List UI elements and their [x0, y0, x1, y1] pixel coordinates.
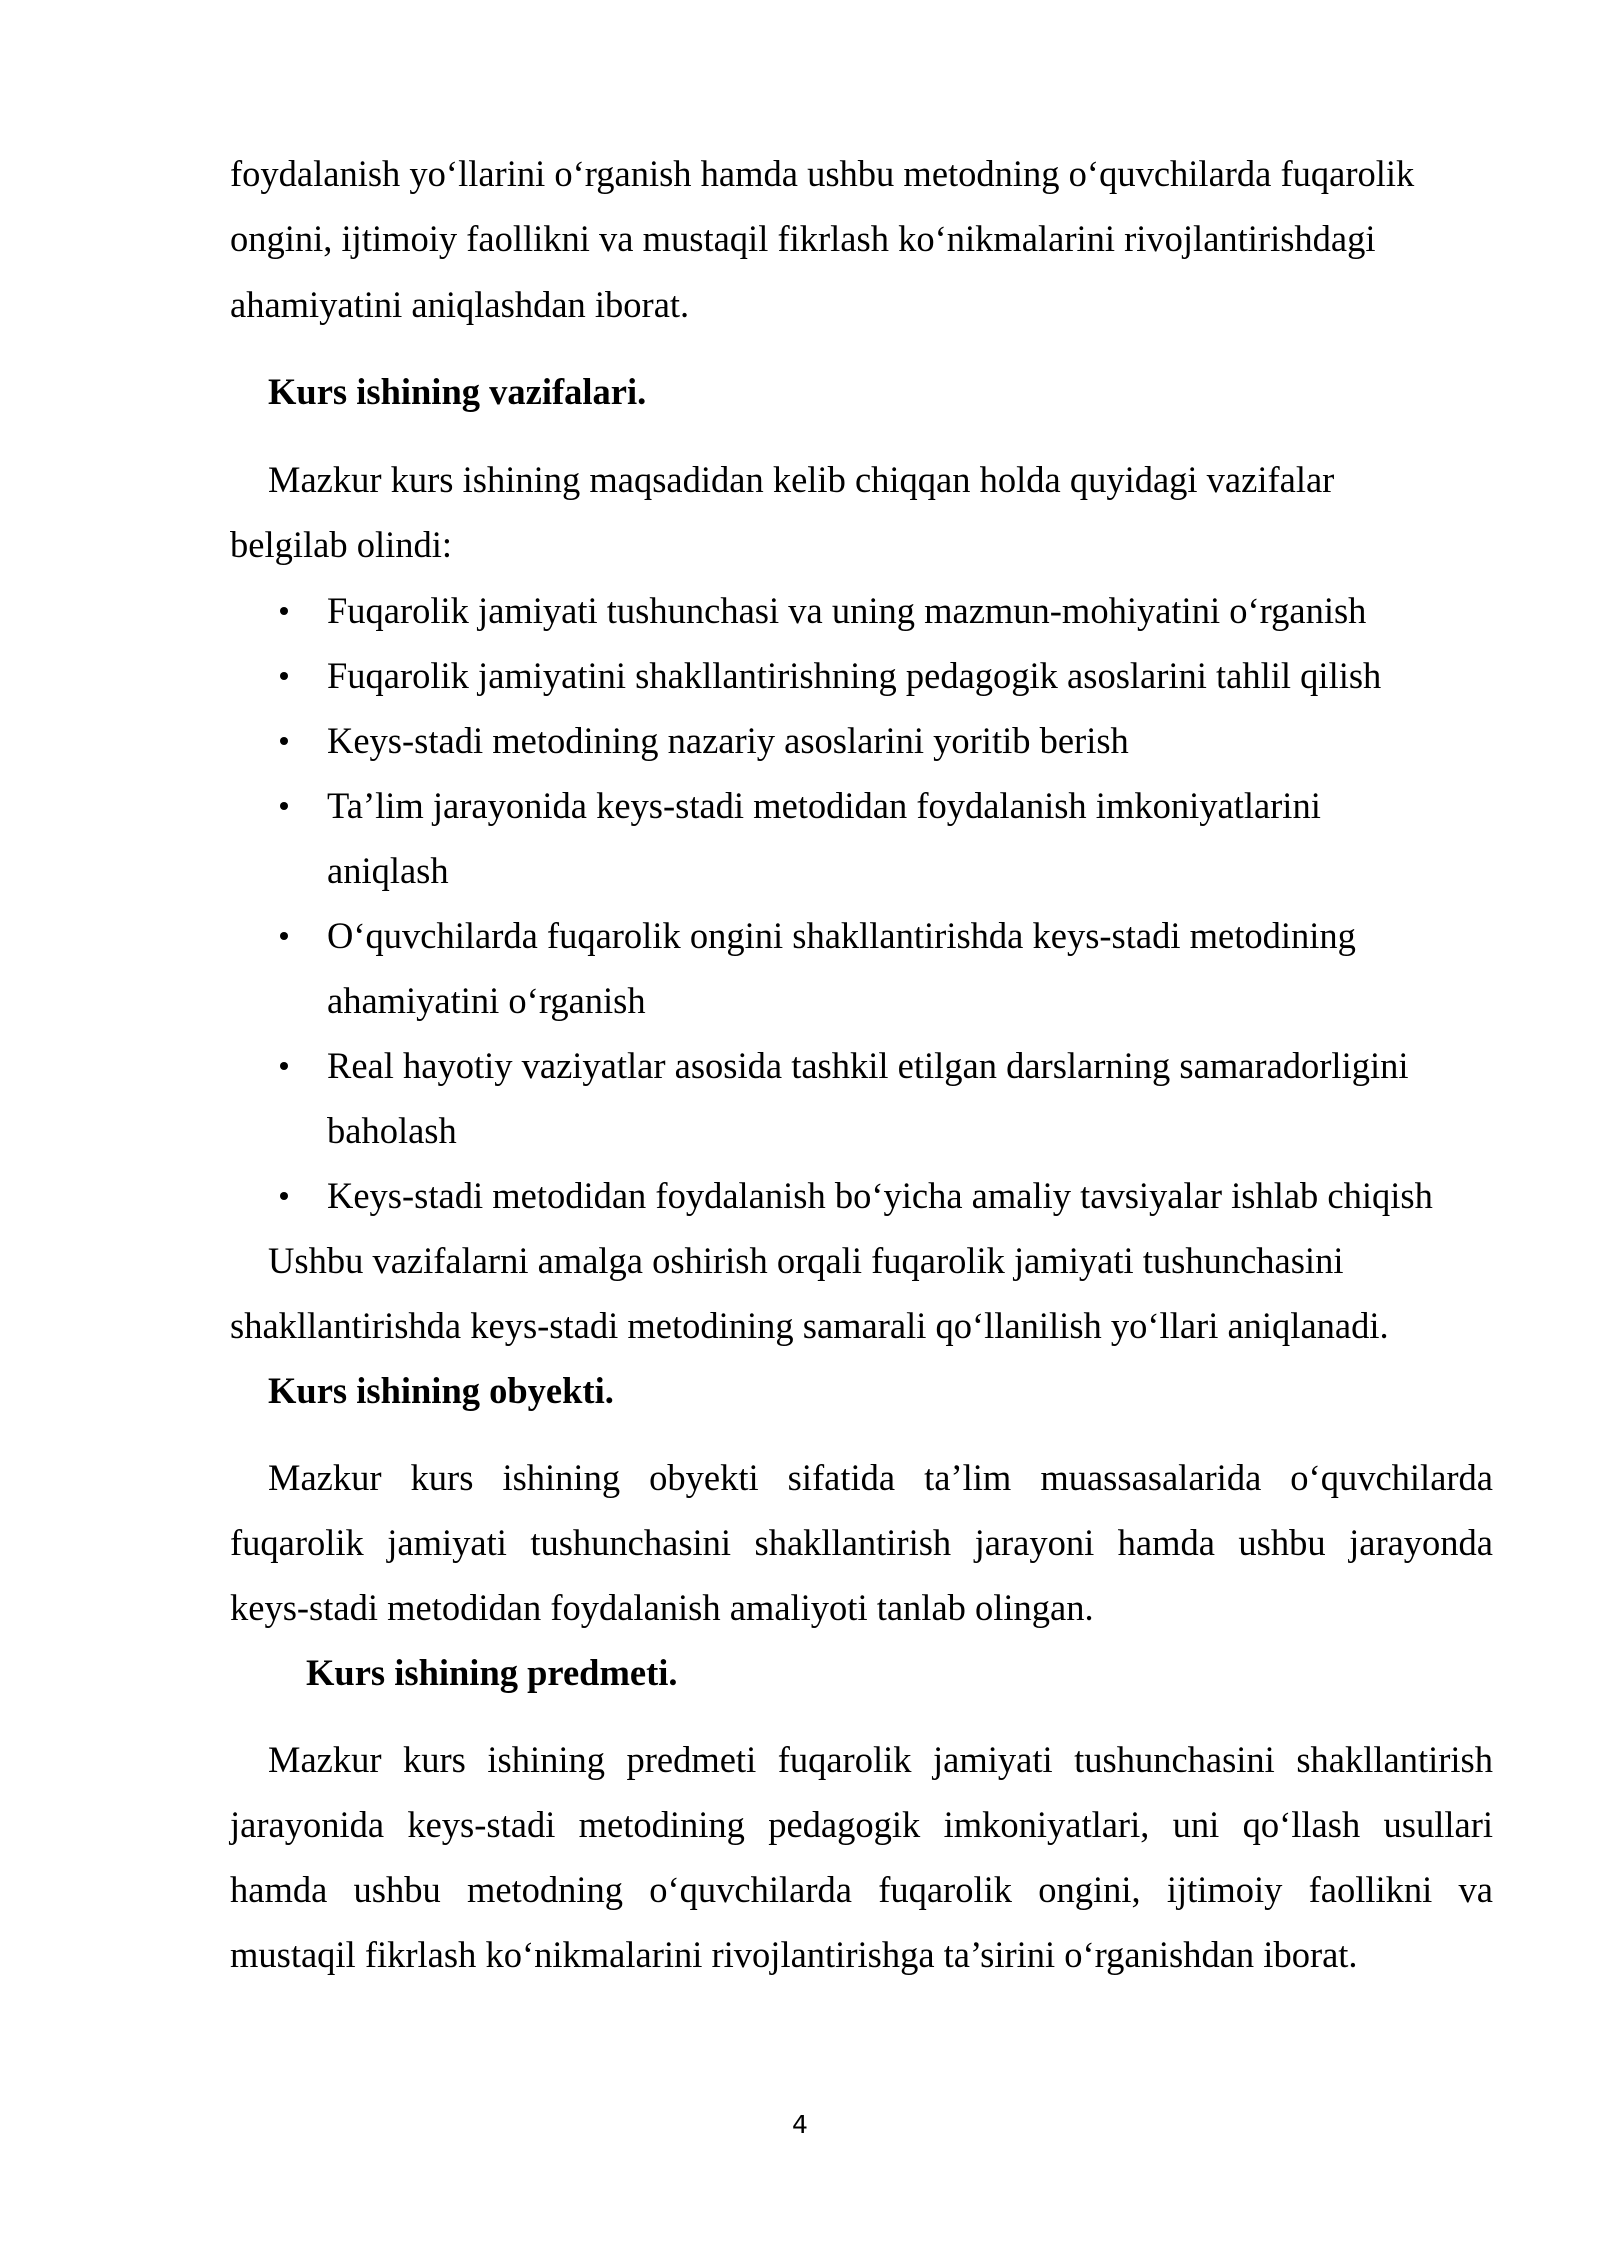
bullet-icon: [280, 737, 288, 745]
bullet-icon: [280, 672, 288, 680]
object-line-2: fuqarolik jamiyati tushunchasini shakllantirish jarayoni hamda ushbu jarayonda: [230, 1522, 1493, 1563]
list-item-text-continued: ahamiyatini o‘rganish: [327, 980, 646, 1021]
bullet-icon: [280, 1192, 288, 1200]
list-item-text: Keys-stadi metodining nazariy asoslarini yoritib berish: [327, 720, 1129, 761]
tasks-closing-line-1: Ushbu vazifalarni amalga oshirish orqali fuqarolik jamiyati tushunchasini: [268, 1240, 1344, 1281]
object-heading: Kurs ishining obyekti.: [268, 1370, 614, 1411]
subject-line-4: mustaqil fikrlash ko‘nikmalarini rivojlantirishga ta’sirini o‘rganishdan iborat.: [230, 1934, 1358, 1975]
bullet-icon: [280, 1062, 288, 1070]
list-item-text-continued: aniqlash: [327, 850, 449, 891]
list-item-text: Ta’lim jarayonida keys-stadi metodidan foydalanish imkoniyatlarini: [327, 785, 1321, 826]
list-item-text-continued: baholash: [327, 1110, 457, 1151]
list-item-text: Fuqarolik jamiyati tushunchasi va uning mazmun-mohiyatini o‘rganish: [327, 590, 1367, 631]
subject-line-3: hamda ushbu metodning o‘quvchilarda fuqarolik ongini, ijtimoiy faollikni va: [230, 1869, 1493, 1910]
intro-line-1: foydalanish yo‘llarini o‘rganish hamda ushbu metodning o‘quvchilarda fuqarolik: [230, 153, 1415, 194]
tasks-lead-line-1: Mazkur kurs ishining maqsadidan kelib chiqqan holda quyidagi vazifalar: [268, 459, 1335, 500]
page-number: 4: [792, 2110, 808, 2139]
intro-line-3: ahamiyatini aniqlashdan iborat.: [230, 284, 690, 325]
list-item-text: Fuqarolik jamiyatini shakllantirishning pedagogik asoslarini tahlil qilish: [327, 655, 1382, 696]
object-line-1: Mazkur kurs ishining obyekti sifatida ta’lim muassasalarida o‘quvchilarda: [268, 1457, 1493, 1498]
subject-heading: Kurs ishining predmeti.: [306, 1652, 678, 1693]
subject-line-1: Mazkur kurs ishining predmeti fuqarolik jamiyati tushunchasini shakllantirish: [268, 1739, 1493, 1780]
subject-line-2: jarayonida keys-stadi metodining pedagogik imkoniyatlari, uni qo‘llash usullari: [230, 1804, 1493, 1845]
list-item-text: O‘quvchilarda fuqarolik ongini shakllantirishda keys-stadi metodining: [327, 915, 1356, 956]
tasks-closing-line-2: shakllantirishda keys-stadi metodining samarali qo‘llanilish yo‘llari aniqlanadi.: [230, 1305, 1389, 1346]
tasks-heading: Kurs ishining vazifalari.: [268, 371, 647, 412]
tasks-lead-line-2: belgilab olindi:: [230, 524, 453, 565]
bullet-icon: [280, 932, 288, 940]
list-item-text: Keys-stadi metodidan foydalanish bo‘yicha amaliy tavsiyalar ishlab chiqish: [327, 1175, 1433, 1216]
list-item-text: Real hayotiy vaziyatlar asosida tashkil etilgan darslarning samaradorligini: [327, 1045, 1409, 1086]
intro-line-2: ongini, ijtimoiy faollikni va mustaqil fikrlash ko‘nikmalarini rivojlantirishdagi: [230, 218, 1376, 259]
bullet-icon: [280, 607, 288, 615]
bullet-icon: [280, 802, 288, 810]
object-line-3: keys-stadi metodidan foydalanish amaliyoti tanlab olingan.: [230, 1587, 1094, 1628]
